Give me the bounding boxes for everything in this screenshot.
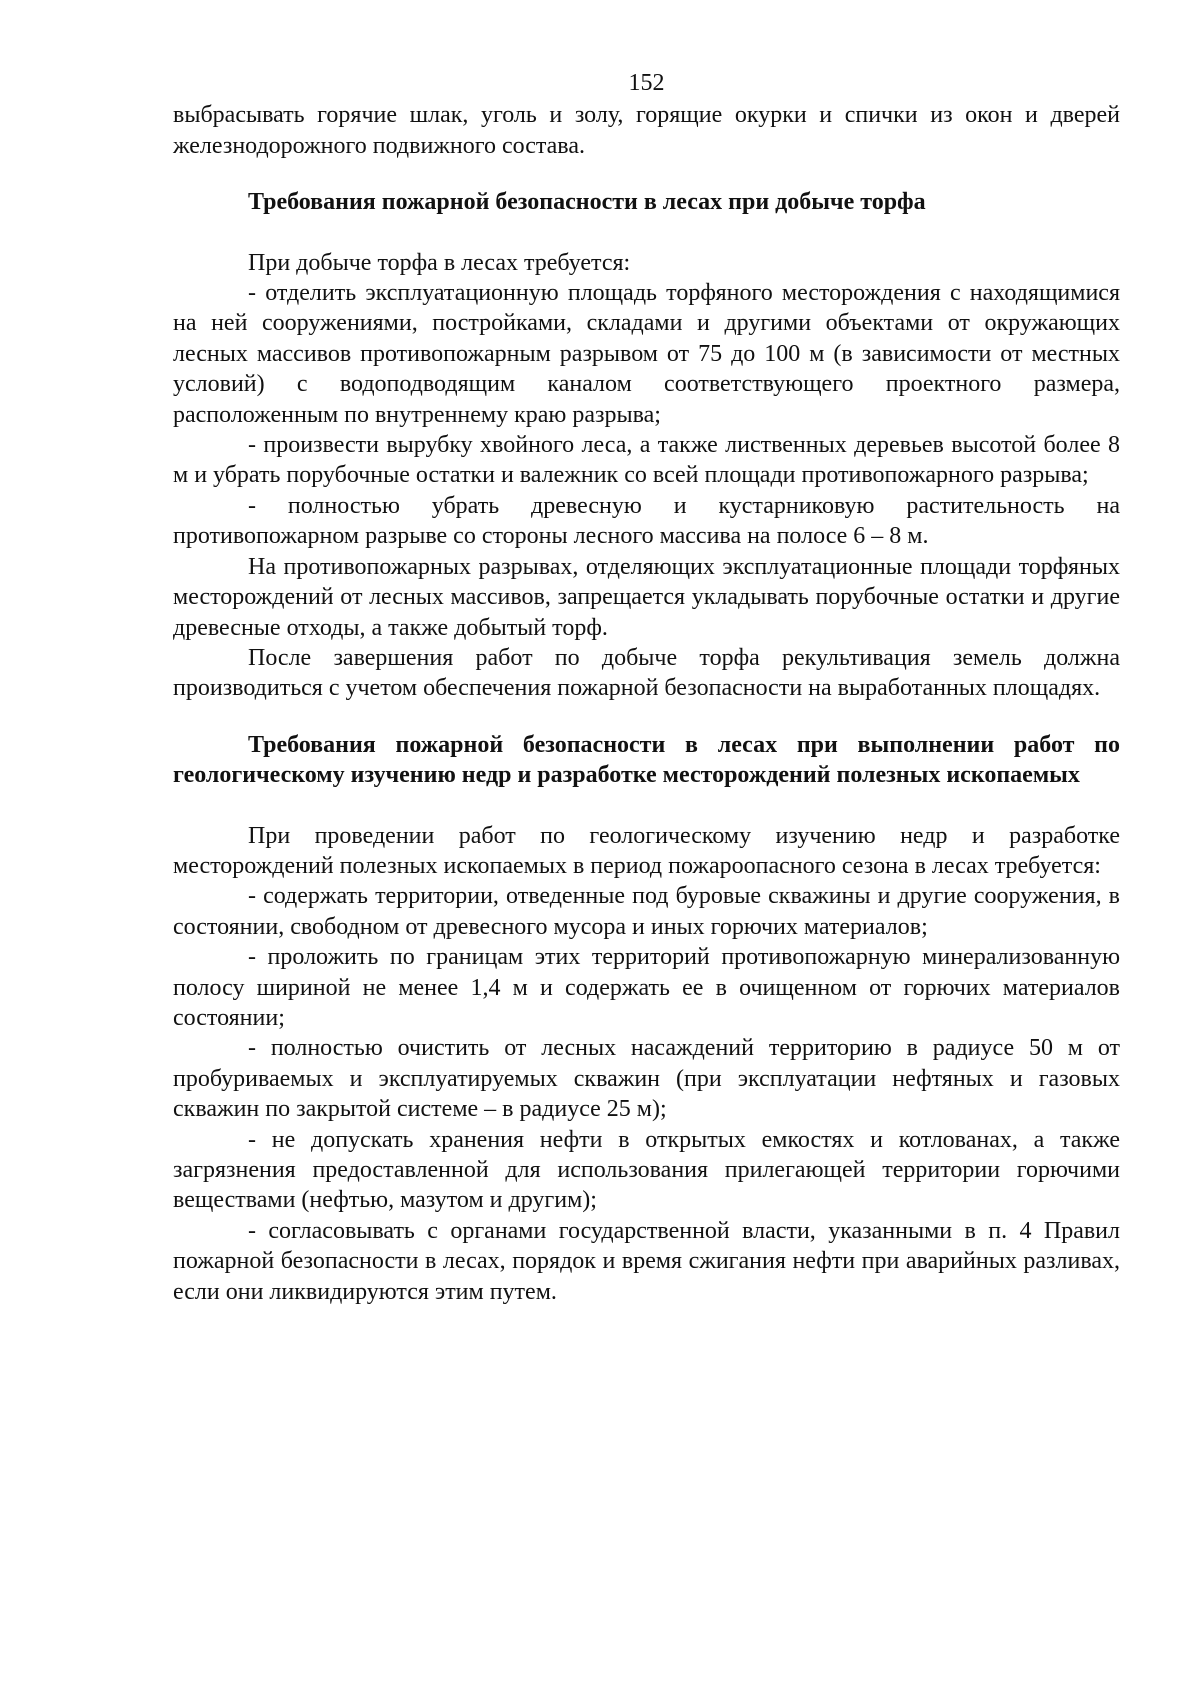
document-page [173,68,1120,1307]
list-item: - произвести вырубку хвойного леса, а также лиственных деревьев высотой более 8 м и убрать порубочные остатки и валежник со всей площади противопожарного разрыва; [173,432,1120,489]
paragraph-continuation: выбрасывать горячие шлак, уголь и золу, горящие окурки и спички из окон и дверей железнодорожного подвижного состава. [173,102,1120,159]
list-item: - полностью убрать древесную и кустарниковую растительность на противопожарном разрыве со стороны лесного массива на полосе 6 – 8 м. [173,492,1120,550]
section-heading-peat: Требования пожарной безопасности в лесах при добыче торфа [248,189,926,216]
paragraph: После завершения работ по добыче торфа рекультивация земель должна производиться с учетом обеспечения пожарной безопасности на выработанных площадях. [173,644,1120,702]
list-item: - полностью очистить от лесных насаждений территорию в радиусе 50 м от пробуриваемых и эксплуатируемых скважин (при эксплуатации нефтяных и газовых скважин по закрытой системе – в радиусе 25 м); [173,1035,1120,1123]
list-item: - проложить по границам этих территорий противопожарную минерализованную полосу шириной не менее 1,4 м и содержать ее в очищенном от горючих материалов состоянии; [173,944,1120,1031]
list-item: - содержать территории, отведенные под буровые скважины и другие сооружения, в состоянии, свободном от древесного мусора и иных горючих материалов; [173,883,1120,940]
paragraph: На противопожарных разрывах, отделяющих эксплуатационные площади торфяных месторождений от лесных массивов, запрещается укладывать порубочные остатки и другие древесные отходы, а также добытый торф. [173,553,1120,641]
list-item: - согласовывать с органами государственной власти, указанными в п. 4 Правил пожарной безопасности в лесах, порядок и время сжигания нефти при аварийных разливах, если они ликвидируются этим путем. [173,1217,1120,1305]
page-number: 152 [628,70,665,96]
list-item: - не допускать хранения нефти в открытых емкостях и котлованах, а также загрязнения предоставленной для использования прилегающей территории горючими веществами (нефтью, мазутом и другим); [173,1126,1120,1214]
paragraph: При добыче торфа в лесах требуется: [248,249,631,276]
paragraph: При проведении работ по геологическому изучению недр и разработке месторождений полезных ископаемых в период пожароопасного сезона в лесах требуется: [173,822,1120,879]
list-item: - отделить эксплуатационную площадь торфяного месторождения с находящимися на ней сооружениями, постройками, складами и другими объектами от окружающих лесных массивов противопожарным разрывом от 75 до 100 м (в зависимости от местных условий) с водоподводящим каналом соответствующего проектного размера, расположенным по внутреннему краю разрыва; [173,280,1120,428]
section-heading-geology: Требования пожарной безопасности в лесах при выполнении работ по геологическому изучению недр и разработке месторождений полезных ископаемых [173,731,1120,789]
